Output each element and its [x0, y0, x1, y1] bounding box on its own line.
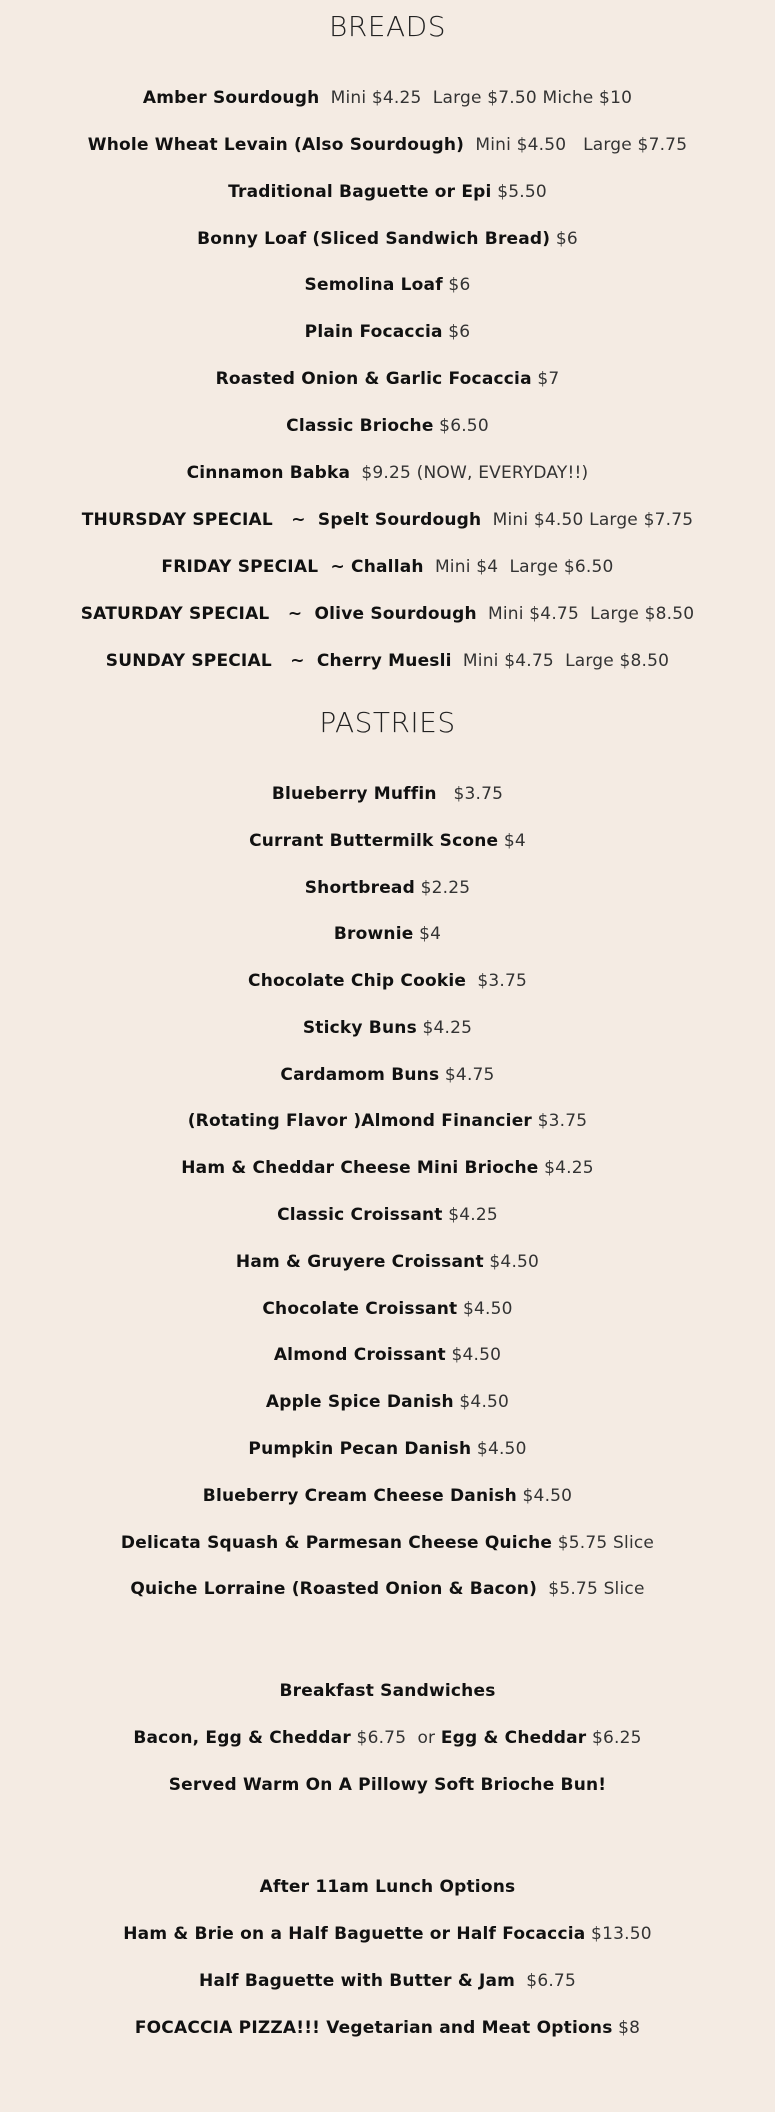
- bread-item: [0, 320, 775, 344]
- item-price: $13.50: [591, 1924, 652, 1944]
- item-name: Delicata Squash & Parmesan Cheese Quiche: [120, 1533, 553, 1553]
- lunch-heading: [0, 1875, 775, 1899]
- pastry-item: [0, 1343, 775, 1367]
- bread-item: [0, 227, 775, 251]
- breakfast-option2-name: Egg & Cheddar: [440, 1728, 587, 1748]
- bread-item: [0, 86, 775, 110]
- breakfast-connector: or: [417, 1728, 436, 1748]
- item-name: Blueberry Cream Cheese Danish: [202, 1486, 517, 1506]
- pastry-item: [0, 1250, 775, 1274]
- pastry-item: [0, 1437, 775, 1461]
- pastry-item: [0, 1063, 775, 1087]
- item-price: $3.75: [537, 1111, 588, 1131]
- item-name: Sticky Buns: [302, 1018, 417, 1038]
- item-price: $6: [448, 275, 471, 295]
- item-price: $5.75 Slice: [548, 1579, 645, 1599]
- item-name: Half Baguette with Butter & Jam: [199, 1971, 516, 1991]
- pastry-item: [0, 876, 775, 900]
- item-name: Quiche Lorraine (Roasted Onion & Bacon): [130, 1579, 538, 1599]
- pastries-heading: PASTRIES: [319, 706, 456, 739]
- item-name: Classic Croissant: [277, 1205, 443, 1225]
- lunch-heading-text: After 11am Lunch Options: [259, 1877, 516, 1897]
- breakfast-heading: [0, 1679, 775, 1703]
- item-price: $4.25: [544, 1158, 594, 1178]
- bread-item: [0, 133, 775, 157]
- lunch-item: [0, 1969, 775, 1993]
- pastry-item: [0, 1390, 775, 1414]
- pastry-item: [0, 922, 775, 946]
- item-price: $4.50: [489, 1252, 540, 1272]
- item-name: Bonny Loaf (Sliced Sandwich Bread): [197, 229, 551, 249]
- bread-special-saturday: [0, 602, 775, 626]
- item-name: THURSDAY SPECIAL ~ Spelt Sourdough: [81, 510, 482, 530]
- breads-heading: BREADS: [329, 10, 446, 43]
- item-price: Mini $4.25 Large $7.50 Miche $10: [330, 88, 633, 108]
- item-price: $3.75: [453, 784, 504, 804]
- item-name: Apple Spice Danish: [265, 1392, 454, 1412]
- item-name: Currant Buttermilk Scone: [249, 831, 499, 851]
- pastry-item: [0, 1109, 775, 1133]
- bread-item: [0, 414, 775, 438]
- item-name: Brownie: [333, 924, 414, 944]
- item-name: Chocolate Croissant: [262, 1299, 458, 1319]
- item-price: $4.50: [459, 1392, 510, 1412]
- item-price: $4.50: [476, 1439, 527, 1459]
- breakfast-note-text: Served Warm On A Pillowy Soft Brioche Bun!: [168, 1775, 607, 1795]
- item-price: $9.25 (NOW, EVERYDAY!!): [361, 463, 589, 483]
- pastry-item: [0, 829, 775, 853]
- pastry-item: [0, 1016, 775, 1040]
- item-price: Mini $4.50 Large $7.75: [492, 510, 694, 530]
- item-name: Whole Wheat Levain (Also Sourdough): [87, 135, 465, 155]
- lunch-item: [0, 2016, 775, 2040]
- item-price: $6.75: [526, 1971, 576, 1991]
- item-price: $4: [419, 924, 442, 944]
- pastry-item: [0, 969, 775, 993]
- pastry-item: [0, 782, 775, 806]
- item-name: Amber Sourdough: [142, 88, 320, 108]
- pastry-item: [0, 1156, 775, 1180]
- item-price: Mini $4.75 Large $8.50: [462, 651, 670, 671]
- item-name: FOCACCIA PIZZA!!! Vegetarian and Meat Options: [134, 2018, 613, 2038]
- item-name: Ham & Cheddar Cheese Mini Brioche: [181, 1158, 539, 1178]
- pastry-item: [0, 1484, 775, 1508]
- item-name: Classic Brioche: [286, 416, 434, 436]
- pastry-item: [0, 1297, 775, 1321]
- item-price: $3.75: [477, 971, 527, 991]
- item-name: Almond Croissant: [273, 1345, 446, 1365]
- item-price: $2.25: [420, 878, 471, 898]
- bread-special-sunday: [0, 649, 775, 673]
- bread-special-friday: [0, 555, 775, 579]
- item-name: SATURDAY SPECIAL ~ Olive Sourdough: [80, 604, 477, 624]
- item-price: $4.50: [522, 1486, 573, 1506]
- item-name: Shortbread: [304, 878, 415, 898]
- item-price: $6.50: [439, 416, 489, 436]
- breakfast-option1-name: Bacon, Egg & Cheddar: [133, 1728, 351, 1748]
- pastry-item: [0, 1577, 775, 1601]
- item-name: Plain Focaccia: [304, 322, 443, 342]
- breakfast-note: [0, 1773, 775, 1797]
- breakfast-heading-text: Breakfast Sandwiches: [279, 1681, 496, 1701]
- item-price: Mini $4 Large $6.50: [434, 557, 614, 577]
- breakfast-option1-price: $6.75: [356, 1728, 407, 1748]
- bread-special-thursday: [0, 508, 775, 532]
- item-price: $7: [537, 369, 560, 389]
- item-price: $5.75 Slice: [557, 1533, 655, 1553]
- item-price: $8: [618, 2018, 641, 2038]
- item-name: Semolina Loaf: [304, 275, 443, 295]
- item-price: $4.25: [422, 1018, 473, 1038]
- item-name: Chocolate Chip Cookie: [248, 971, 467, 991]
- breakfast-option2-price: $6.25: [591, 1728, 642, 1748]
- item-price: $4.25: [448, 1205, 498, 1225]
- breakfast-options: [0, 1726, 775, 1750]
- item-price: Mini $4.50 Large $7.75: [475, 135, 688, 155]
- item-name: Ham & Brie on a Half Baguette or Half Focaccia: [123, 1924, 586, 1944]
- item-price: $5.50: [497, 182, 547, 202]
- pastry-item: [0, 1203, 775, 1227]
- item-price: $4.50: [462, 1299, 513, 1319]
- item-name: Pumpkin Pecan Danish: [248, 1439, 472, 1459]
- bread-item: [0, 180, 775, 204]
- item-name: Cinnamon Babka: [186, 463, 351, 483]
- item-name: Cardamom Buns: [280, 1065, 440, 1085]
- bread-item: [0, 273, 775, 297]
- item-price: $4: [503, 831, 526, 851]
- pastry-item: [0, 1531, 775, 1555]
- lunch-item: [0, 1922, 775, 1946]
- item-name: Ham & Gruyere Croissant: [235, 1252, 484, 1272]
- item-price: Mini $4.75 Large $8.50: [488, 604, 695, 624]
- item-name: Roasted Onion & Garlic Focaccia: [215, 369, 532, 389]
- item-name: SUNDAY SPECIAL ~ Cherry Muesli: [105, 651, 452, 671]
- item-name: Traditional Baguette or Epi: [228, 182, 492, 202]
- bread-item: [0, 367, 775, 391]
- item-price: $4.75: [444, 1065, 495, 1085]
- item-price: $4.50: [451, 1345, 502, 1365]
- item-price: $6: [448, 322, 471, 342]
- bread-item: [0, 461, 775, 485]
- item-name: FRIDAY SPECIAL ~ Challah: [161, 557, 424, 577]
- item-name: Blueberry Muffin: [271, 784, 437, 804]
- item-price: $6: [555, 229, 578, 249]
- item-name: (Rotating Flavor )Almond Financier: [187, 1111, 533, 1131]
